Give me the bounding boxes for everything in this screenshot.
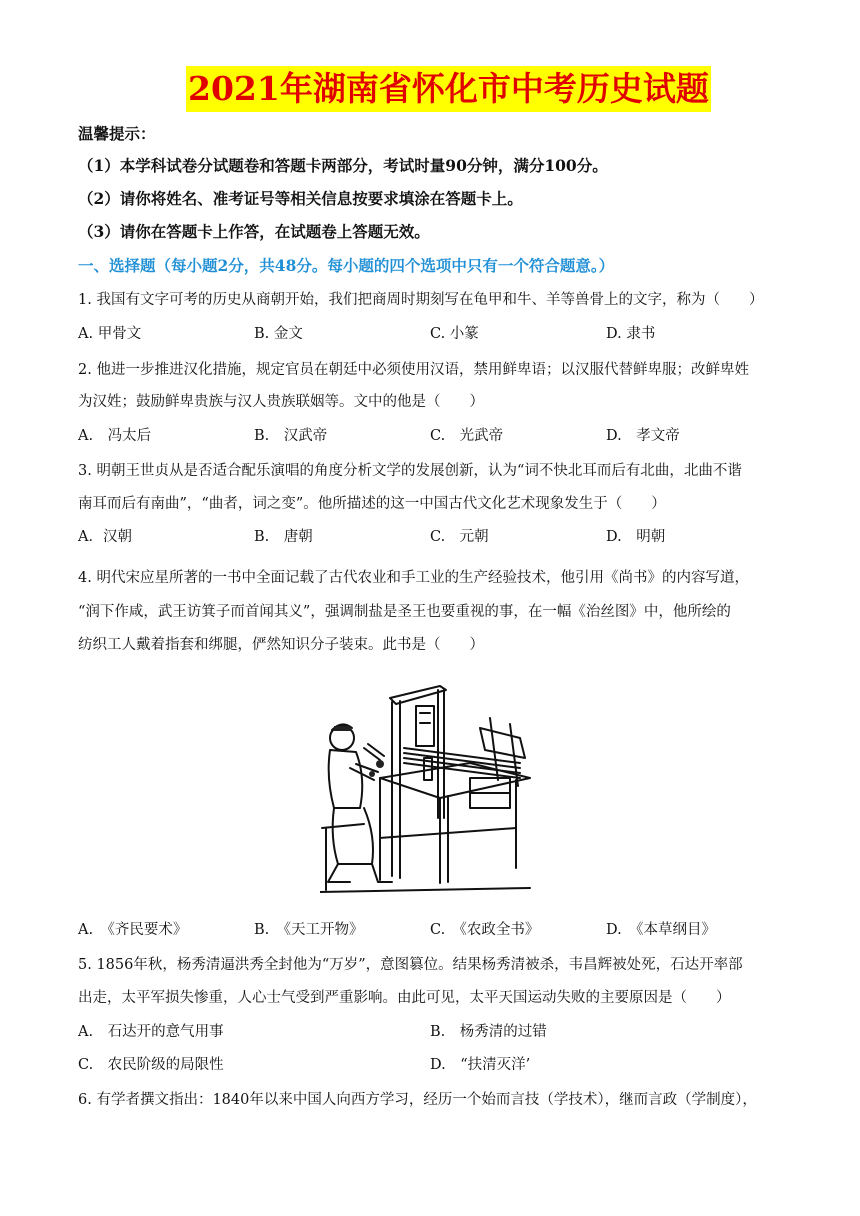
option-c: C. 小篆 [430,326,479,342]
question-stem: 出走，太平军损失惨重，人心士气受到严重影响。由此可见，太平天国运动失败的主要原因是（ ） [78,990,731,1006]
question-stem: “润下作咸，武王访箕子而首闻其义”，强调制盐是圣王也要重视的事，在一幅《治丝图》中，他所绘的 [78,604,731,620]
option-b: B. 《天工开物》 [254,922,364,938]
option-d: D. 孝文帝 [606,428,680,444]
option-c: C. 《农政全书》 [430,922,540,938]
question-stem: 4. 明代宋应星所著的一书中全面记载了古代农业和手工业的生产经验技术，他引用《尚书》的内容写道， [78,570,749,586]
loom-illustration [320,668,540,900]
question-stem: 6. 有学者撰文指出：1840年以来中国人向西方学习，经历一个始而言技（学技术），继而言政（学制度）， [78,1092,757,1108]
option-a: A. 石达开的意气用事 [78,1024,224,1040]
page-title: 2021年湖南省怀化市中考历史试题 [186,66,711,112]
option-d: D. 明朝 [606,529,666,545]
option-a: A．汉朝 [78,529,132,545]
option-b: B. 唐朝 [254,529,313,545]
option-b: B. 杨秀清的过错 [430,1024,547,1040]
option-c: C. 农民阶级的局限性 [78,1057,224,1073]
section-heading: 一、选择题（每小题2分，共48分。每小题的四个选项中只有一个符合题意。） [78,256,615,275]
question-stem: 纺织工人戴着指套和绑腿，俨然知识分子装束。此书是（ ） [78,637,484,653]
option-a: A. 甲骨文 [78,326,142,342]
tip-item: （2）请你将姓名、准考证号等相关信息按要求填涂在答题卡上。 [78,189,523,208]
option-c: C. 光武帝 [430,428,504,444]
question-stem: 为汉姓；鼓励鲜卑贵族与汉人贵族联姻等。文中的他是（ ） [78,394,484,410]
option-d: D. “扶清灭洋’ [430,1057,531,1073]
question-stem: 5. 1856年秋，杨秀清逼洪秀全封他为“万岁”，意图篡位。结果杨秀清被杀，韦昌辉被处死，石达开率部 [78,957,743,973]
question-stem: 2. 他进一步推进汉化措施，规定官员在朝廷中必须使用汉语，禁用鲜卑语；以汉服代替鲜卑服；改鲜卑姓 [78,362,749,378]
option-d: D. 隶书 [606,326,656,342]
tip-item: （1）本学科试卷分试题卷和答题卡两部分，考试时量90分钟，满分100分。 [78,156,608,175]
option-d: D. 《本草纲目》 [606,922,716,938]
tips-heading: 温馨提示： [78,124,156,143]
tip-item: （3）请你在答题卡上作答，在试题卷上答题无效。 [78,222,430,241]
option-b: B. 金文 [254,326,303,342]
option-c: C. 元朝 [430,529,489,545]
option-a: A. 冯太后 [78,428,152,444]
option-a: A. 《齐民要术》 [78,922,188,938]
question-stem: 南耳而后有南曲”，“曲者，词之变”。他所描述的这一中国古代文化艺术现象发生于（ ） [78,496,666,512]
option-b: B. 汉武帝 [254,428,328,444]
question-stem: 1. 我国有文字可考的历史从商朝开始，我们把商周时期刻写在龟甲和牛、羊等兽骨上的文字，称为（ ） [78,292,764,308]
question-stem: 3. 明朝王世贞从是否适合配乐演唱的角度分析文学的发展创新，认为“词不快北耳而后有北曲，北曲不谐 [78,463,742,479]
